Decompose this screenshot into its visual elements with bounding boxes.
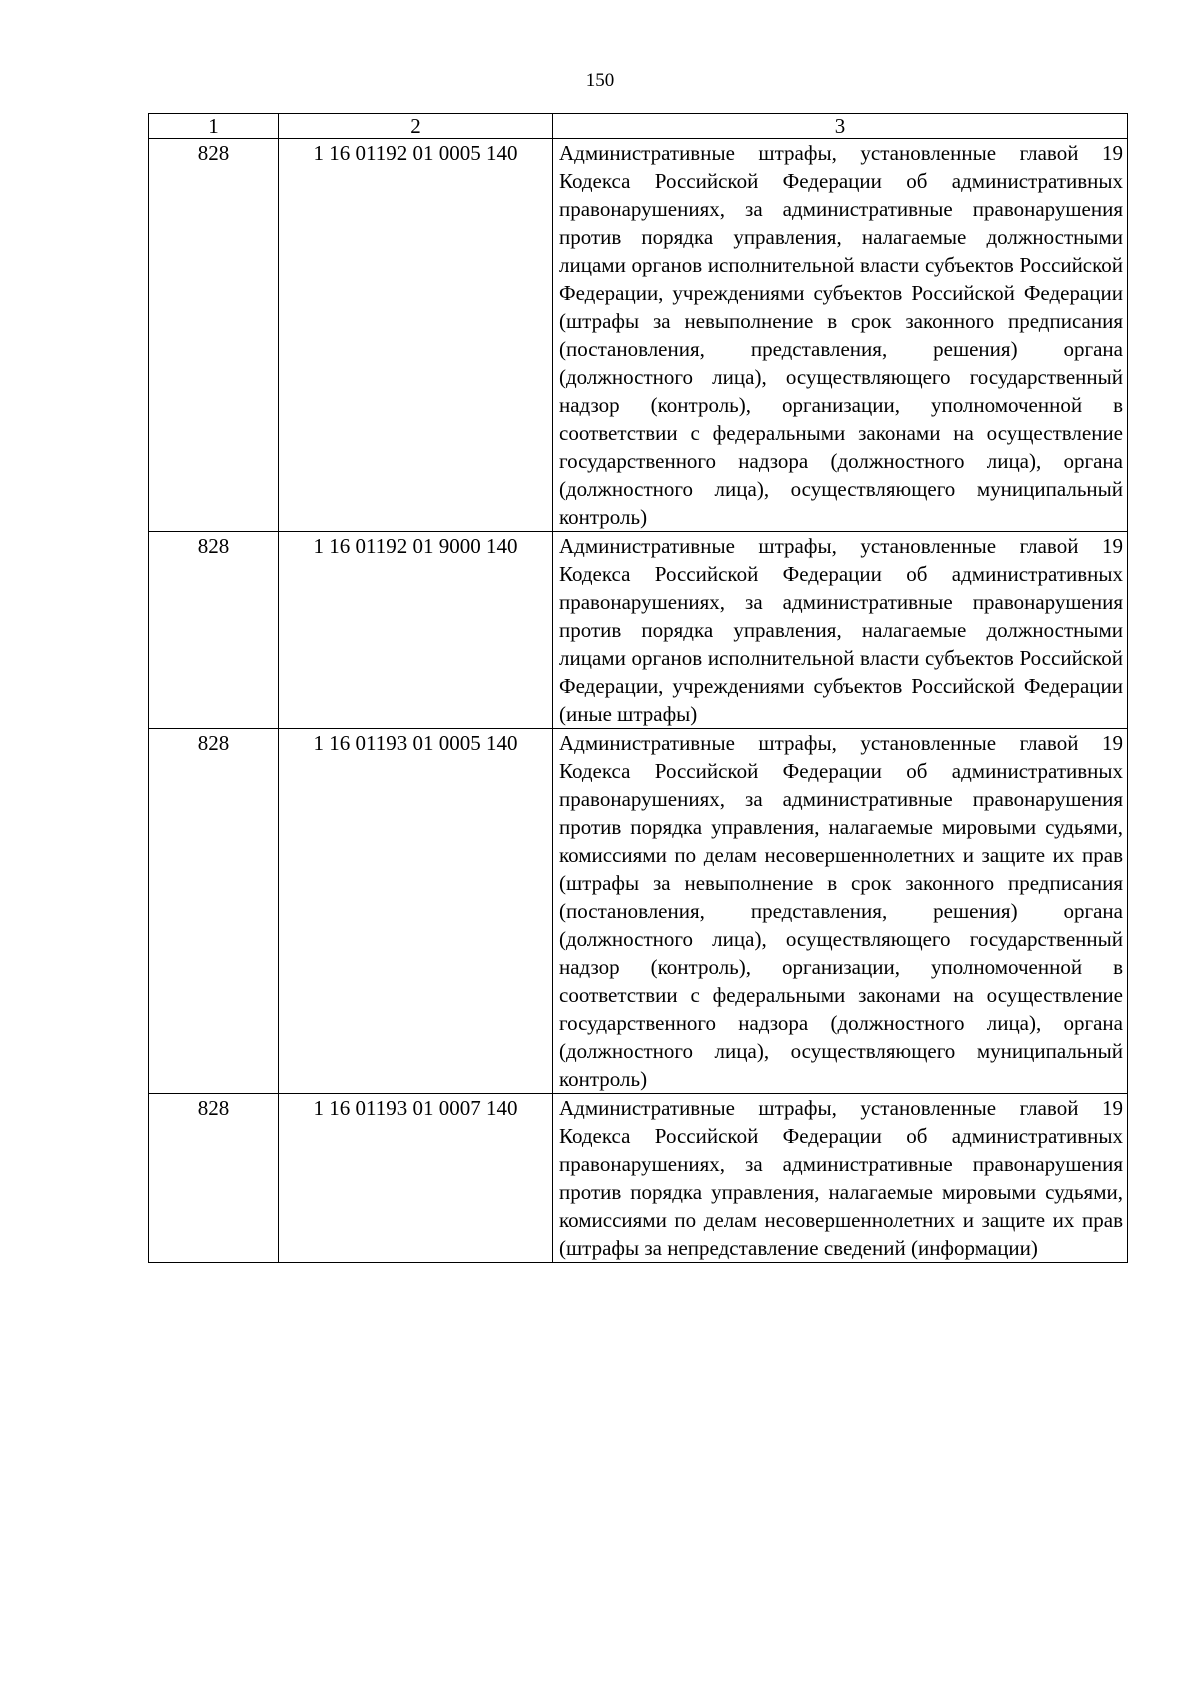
budget-code: 1 16 01192 01 0005 140 <box>313 141 518 165</box>
description-cell <box>553 139 1128 532</box>
budget-code-cell <box>279 532 553 729</box>
admin-code-cell <box>149 139 279 532</box>
admin-code: 828 <box>197 731 230 755</box>
description-text: Административные штрафы, установленные главой 19 Кодекса Российской Федерации об административных правонарушениях, за административные правонарушения против порядка управления, налагаемые должностными лицами органов исполнительной власти субъектов Российской Федерации, учреждениями субъектов Российской Федерации (иные штрафы) <box>559 534 1123 726</box>
budget-code: 1 16 01193 01 0007 140 <box>313 1096 518 1120</box>
page-number: 150 <box>585 70 615 91</box>
table-row <box>149 729 1128 1094</box>
table-row <box>149 532 1128 729</box>
budget-code-cell <box>279 1094 553 1263</box>
budget-code: 1 16 01193 01 0005 140 <box>313 731 518 755</box>
column-header-2: 2 <box>279 114 553 139</box>
description-text: Административные штрафы, установленные главой 19 Кодекса Российской Федерации об административных правонарушениях, за административные правонарушения против порядка управления, налагаемые мировыми судьями, комиссиями по делам несовершеннолетних и защите их прав (штрафы за невыполнение в срок законного предписания (постановления, представления, решения) органа (должностного лица), осуществляющего государственный надзор (контроль), организации, уполномоченной в соответствии с федеральными законами на осуществление государственного надзора (должностного лица), органа (должностного лица), осуществляющего муниципальный контроль) <box>559 731 1123 1091</box>
description-text: Административные штрафы, установленные главой 19 Кодекса Российской Федерации об административных правонарушениях, за административные правонарушения против порядка управления, налагаемые мировыми судьями, комиссиями по делам несовершеннолетних и защите их прав (штрафы за непредставление сведений (информации) <box>559 1096 1123 1260</box>
admin-code: 828 <box>197 141 230 165</box>
table-row <box>149 139 1128 532</box>
admin-code-cell <box>149 1094 279 1263</box>
description-cell <box>553 532 1128 729</box>
column-header-3: 3 <box>553 114 1128 139</box>
description-cell <box>553 1094 1128 1263</box>
admin-code-cell <box>149 532 279 729</box>
budget-code: 1 16 01192 01 9000 140 <box>313 534 518 558</box>
column-header-1: 1 <box>149 114 279 139</box>
admin-code: 828 <box>197 534 230 558</box>
admin-code: 828 <box>197 1096 230 1120</box>
table-header-row <box>149 114 1128 139</box>
description-cell <box>553 729 1128 1094</box>
budget-codes-table <box>148 113 1128 1263</box>
budget-code-cell <box>279 729 553 1094</box>
budget-code-cell <box>279 139 553 532</box>
admin-code-cell <box>149 729 279 1094</box>
description-text: Административные штрафы, установленные главой 19 Кодекса Российской Федерации об административных правонарушениях, за административные правонарушения против порядка управления, налагаемые должностными лицами органов исполнительной власти субъектов Российской Федерации, учреждениями субъектов Российской Федерации (штрафы за невыполнение в срок законного предписания (постановления, представления, решения) органа (должностного лица), осуществляющего государственный надзор (контроль), организации, уполномоченной в соответствии с федеральными законами на осуществление государственного надзора (должностного лица), органа (должностного лица), осуществляющего муниципальный контроль) <box>559 141 1123 529</box>
table-row <box>149 1094 1128 1263</box>
